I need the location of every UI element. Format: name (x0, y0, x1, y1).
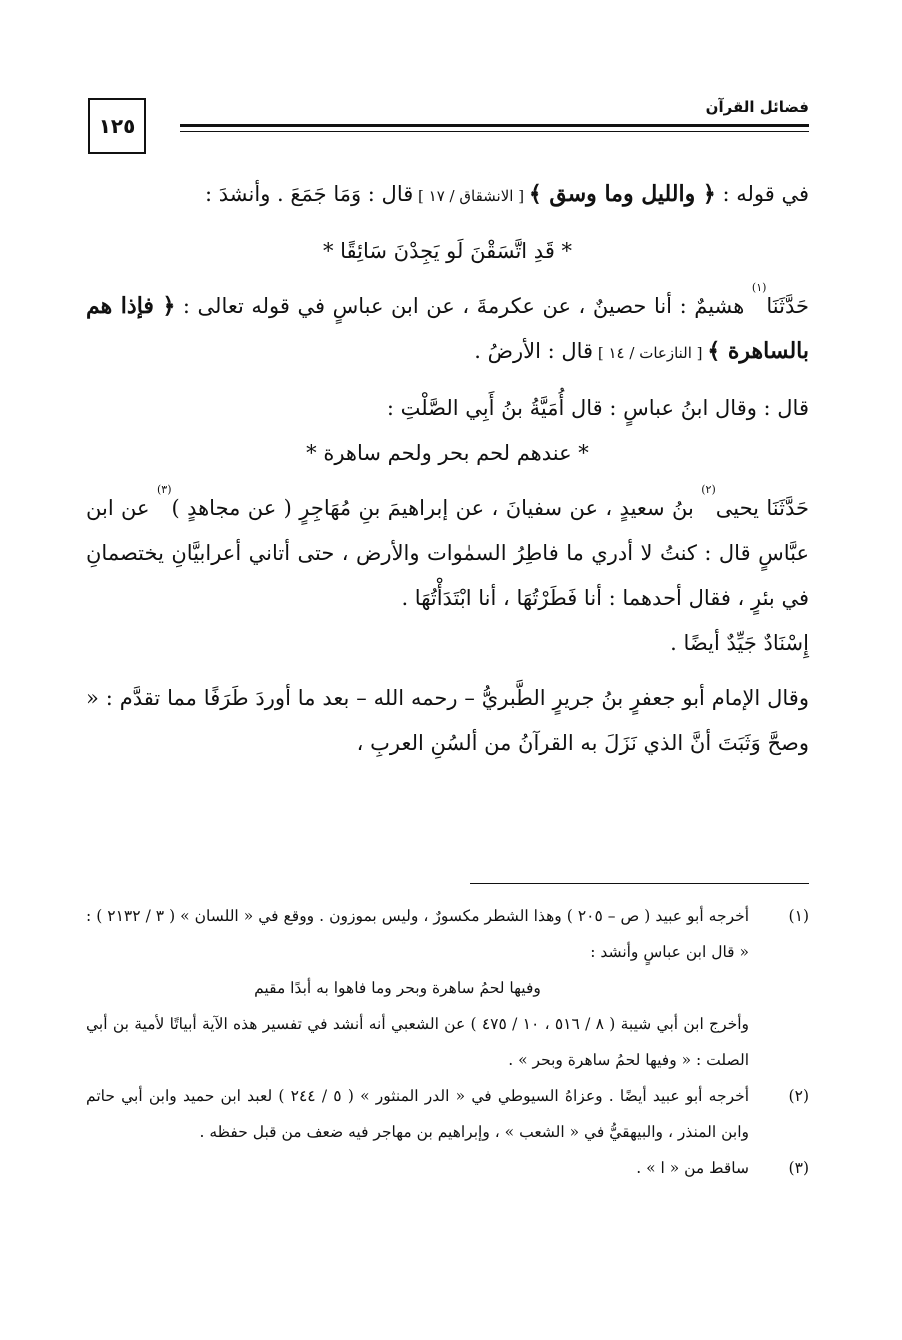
header-rule-thin (180, 131, 809, 132)
quran-verse-2: ﴿ فإذا هم بالساهرة ﴾ (86, 293, 809, 364)
footnote-verse: وفيها لحمُ ساهرة وبحر وما فاهوا به أبدًا مقيم (254, 979, 541, 997)
p2-text-c: قال : الأرضُ . (474, 339, 594, 363)
page-number: ١٢٥ (98, 114, 136, 138)
footnote-2 (86, 1078, 809, 1150)
p2-text-b: هشيمٌ : أنا حصينٌ ، عن عكرمةَ ، عن ابن عباسٍ في قوله تعالى : (175, 294, 752, 318)
footnotes (86, 898, 809, 1186)
footnote-separator (470, 883, 809, 884)
p4-text-c: عن ابن عبَّاسٍ قال : كنتُ لا أدري ما فاطِرُ السمٰوات والأرض ، حتى أتاني أعرابيَّانِ يختصمانِ في بئرٍ ، فقال أحدهما : أنا فَطَرْتُهَا ، أنا ابْتَدَأْتُهَا . (86, 496, 809, 610)
footnote-3 (86, 1150, 809, 1186)
poem-line-1: * قَدِ اتَّسَقْنَ لَو يَجِدْنَ سَائِقًا * (322, 239, 573, 263)
footnote-marker-2: (٢) (701, 483, 716, 496)
quran-verse-1: ﴿ والليل وما وسق ﴾ (528, 181, 716, 207)
quran-reference-1: [ الانشقاق / ١٧ ] (413, 187, 529, 205)
footnote-text: وأخرج ابن أبي شيبة ( ٨ / ٥١٦ ، ١٠ / ٤٧٥ ) عن الشعبي أنه أنشد في تفسير هذه الآية أبياتًا لأمية بن أبي الصلت : « وفيها لحمُ ساهرة وبحر » . (86, 1015, 749, 1069)
poem-line-2: * عندهم لحم بحر ولحم ساهرة * (306, 441, 589, 465)
footnote-number: (٣) (788, 1159, 809, 1177)
footnote-number: (١) (788, 907, 809, 925)
header-rule-thick (180, 124, 809, 127)
p4-text-a: حَدَّثَنَا يحيى (715, 496, 809, 520)
footnote-text: ساقط من « ا » . (636, 1159, 749, 1177)
footnote-text: أخرجه أبو عبيد ( ص – ٢٠٥ ) وهذا الشطر مكسورٌ ، وليس بموزون . ووقع في « اللسان » ( ٣ / ٢١٣٢ ) : « قال ابن عباسٍ وأنشد : (86, 907, 750, 961)
paragraph-3: قال : وقال ابنُ عباسٍ : قال أُمَيَّةُ بنُ أَبِي الصَّلْتِ : (386, 396, 809, 420)
paragraph-1 (86, 172, 809, 219)
footnote-number: (٢) (788, 1087, 809, 1105)
footnote-1 (86, 898, 809, 1078)
paragraph-6: وقال الإمام أبو جعفرٍ بنُ جريرٍ الطَّبريُّ – رحمه الله – بعد ما أوردَ طَرَفًا مما تقدَّم : « وصحَّ وَثَبَتَ أنَّ الذي نَزَلَ به القرآنُ من ألسُنِ العربِ ، (86, 686, 809, 755)
paragraph-2 (86, 281, 809, 376)
page-number-box (88, 98, 146, 154)
footnote-marker-1: (١) (751, 281, 767, 294)
footnote-marker-3: (٣) (156, 483, 172, 496)
main-text (86, 172, 809, 776)
quran-reference-2: [ النازعات / ١٤ ] (593, 344, 708, 362)
p4-text-b: بنُ سعيدٍ ، عن سفيانَ ، عن إبراهيمَ بنِ مُهَاجِرٍ ( عن مجاهدٍ ) (171, 496, 702, 520)
p1-text-b: قال : وَمَا جَمَعَ . وأنشدَ : (205, 182, 414, 206)
p2-text-a: حَدَّثَنَا (766, 294, 809, 318)
paragraph-5: إِسْنَادٌ جَيِّدٌ أيضًا . (670, 631, 809, 655)
p1-text-a: في قوله : (715, 182, 809, 206)
paragraph-4 (86, 483, 809, 621)
running-title: فضائل القرآن (705, 98, 809, 116)
footnote-text: أخرجه أبو عبيد أيضًا . وعزاهُ السيوطي في « الدر المنثور » ( ٥ / ٢٤٤ ) لعبد ابن حميد وابن أبي حاتم وابن المنذر ، والبيهقيُّ في « الشعب » ، وإبراهيم بن مهاجر فيه ضعف من قبل حفظه . (86, 1087, 750, 1141)
